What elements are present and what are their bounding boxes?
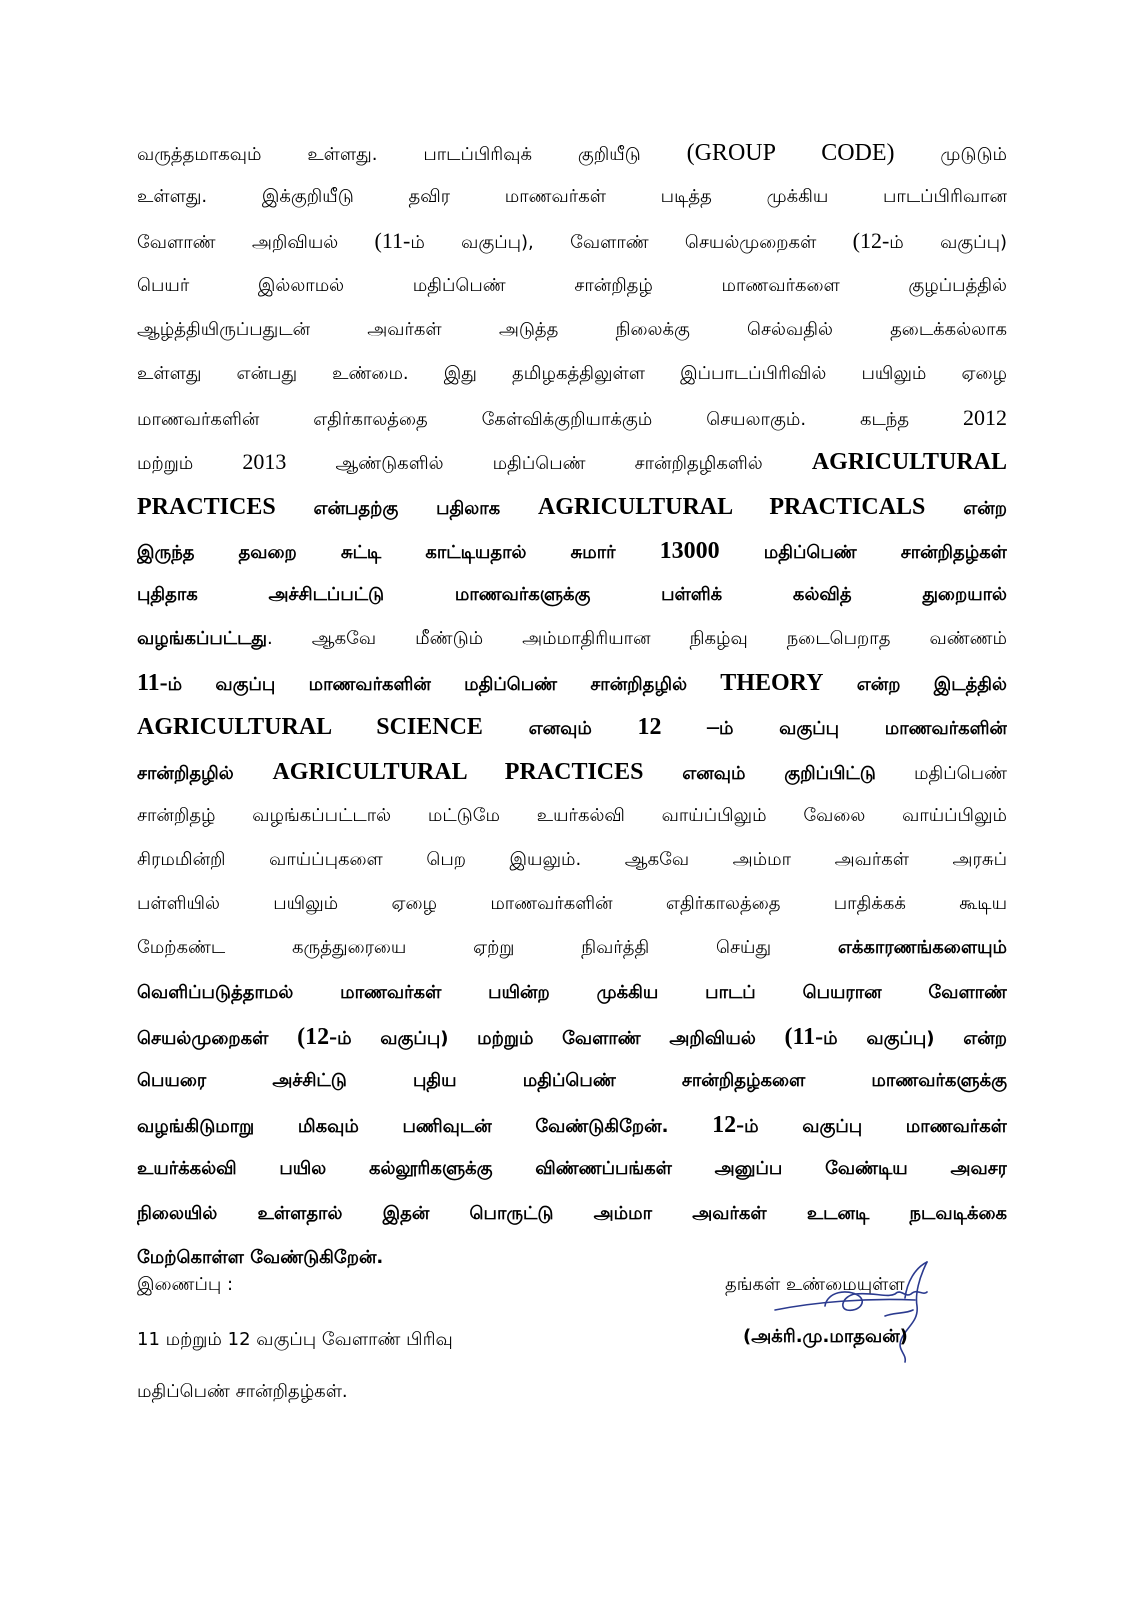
text-run: (11- [784, 1023, 824, 1050]
letter-line [137, 1103, 1007, 1147]
text-run: சான்றிதழில் [137, 762, 273, 784]
text-run: ம் வகுப்பு) மற்றும் வேளாண் அறிவியல் [337, 1027, 785, 1049]
signatory-name: (அக்ரி.மு.மாதவன்) [743, 1326, 908, 1347]
enclosure-block [137, 1268, 657, 1427]
text-run: 2012 [963, 405, 1007, 431]
text-run: புதிதாக அச்சிடப்பட்டு மாணவர்களுக்கு பள்ளிக் கல்வித் துறையால் [137, 583, 1007, 605]
text-run: என்ற [925, 497, 1007, 519]
text-run: மாணவர்களின் எதிர்காலத்தை கேள்விக்குறியாக்கும் செயலாகும். கடந்த [137, 409, 963, 431]
enclosure-label: இணைப்பு : [137, 1274, 234, 1295]
letter-line [137, 971, 1007, 1015]
closing-block [725, 1268, 1007, 1347]
text-run: என்பதற்கு பதிலாக [275, 497, 538, 519]
letter-line [137, 1192, 1007, 1236]
text-run: மேற்கொள்ள வேண்டுகிறேன். [137, 1246, 384, 1268]
text-run: வருத்தமாகவும் உள்ளது. பாடப்பிரிவுக் குறியீடு [137, 144, 687, 165]
text-run: 12- [712, 1112, 745, 1139]
letter-line [137, 352, 1007, 396]
text-run: வழங்கிடுமாறு மிகவும் பணிவுடன் வேண்டுகிறேன். [137, 1116, 713, 1138]
letter-line [137, 750, 1007, 794]
text-run: ம் வகுப்பு) [889, 232, 1007, 254]
text-run: என்ற இடத்தில் [823, 674, 1007, 696]
letter-line [137, 882, 1007, 926]
text-run: AGRICULTURAL PRACTICALS [537, 493, 926, 520]
text-run: ஆழ்த்தியிருப்பதுடன் அவர்கள் அடுத்த நிலைக்கு செல்வதில் தடைக்கல்லாக [137, 318, 1007, 340]
letter-line [137, 264, 1007, 308]
text-run: (GROUP CODE) [686, 140, 895, 166]
text-run: உள்ளது என்பது உண்மை. இது தமிழகத்திலுள்ள இப்பாடப்பிரிவில் பயிலும் ஏழை [137, 362, 1007, 384]
text-run: எனவும் குறிப்பிட்டு [643, 762, 876, 784]
text-run: வழங்கப்பட்டது [137, 628, 268, 650]
letter-line [137, 440, 1007, 484]
letter-line [137, 131, 1007, 175]
text-run: (12- [852, 228, 890, 254]
letter-line [137, 308, 1007, 352]
text-run: மதிப்பெண் [875, 762, 1007, 784]
text-run: 11- [137, 670, 168, 697]
letter-line [137, 1015, 1007, 1059]
text-run: செயல்முறைகள் [137, 1027, 298, 1049]
letter-line [137, 529, 1007, 573]
text-run: சான்றிதழ் வழங்கப்பட்டால் மட்டுமே உயர்கல்வி வாய்ப்பிலும் வேலை வாய்ப்பிலும் [137, 804, 1007, 826]
text-run: ம் வகுப்பு) என்ற [823, 1027, 1007, 1049]
enclosure-line-2: மதிப்பெண் சான்றிதழ்கள். [137, 1381, 348, 1402]
enclosure-line-1: 11 மற்றும் 12 வகுப்பு வேளாண் பிரிவு [137, 1329, 453, 1350]
text-run: ம் வகுப்பு), வேளாண் செயல்முறைகள் [410, 232, 853, 254]
letter-line [137, 396, 1007, 440]
text-run: 12 – [637, 714, 719, 741]
letter-line [137, 1059, 1007, 1103]
text-run: வேளாண் அறிவியல் [137, 232, 375, 254]
letter-line [137, 485, 1007, 529]
letter-line [137, 838, 1007, 882]
text-run: இருந்த தவறை சுட்டி காட்டியதால் சுமார் [137, 541, 660, 563]
text-run: பெயர் இல்லாமல் மதிப்பெண் சான்றிதழ் மாணவர்களை குழப்பத்தில் [137, 274, 1007, 296]
text-run: எக்காரணங்களையும் [837, 937, 1007, 959]
letter-line [137, 219, 1007, 263]
text-run: AGRICULTURAL PRACTICES [272, 758, 644, 785]
text-run: பள்ளியில் பயிலும் ஏழை மாணவர்களின் எதிர்காலத்தை பாதிக்கக் கூடிய [137, 893, 1007, 915]
text-run: AGRICULTURAL SCIENCE [137, 714, 483, 741]
text-run: மேற்கண்ட கருத்துரையை ஏற்று நிவர்த்தி செய்து [137, 937, 838, 959]
letter-line [137, 573, 1007, 617]
text-run: ம் வகுப்பு மாணவர்களின் [718, 718, 1007, 740]
text-run: 13000 [659, 537, 720, 564]
text-run: நிலையில் உள்ளதால் இதன் பொருட்டு அம்மா அவர்கள் உடனடி நடவடிக்கை [137, 1202, 1007, 1224]
text-run: 2013 [242, 449, 287, 475]
text-run: வெளிப்படுத்தாமல் மாணவர்கள் பயின்ற முக்கிய பாடப் பெயரான வேளாண் [137, 981, 1007, 1003]
letter-line [137, 617, 1007, 661]
letter-line [137, 175, 1007, 219]
text-run: THEORY [720, 670, 824, 697]
letter-body [137, 131, 1007, 1280]
text-run: சிரமமின்றி வாய்ப்புகளை பெற இயலும். ஆகவே அம்மா அவர்கள் அரசுப் [137, 849, 1007, 870]
handwritten-signature [755, 1258, 985, 1368]
letter-line [137, 661, 1007, 705]
text-run: ஆண்டுகளில் மதிப்பெண் சான்றிதழிகளில் [286, 453, 812, 475]
letter-line [137, 705, 1007, 749]
closing-salutation: தங்கள் உண்மையுள்ள [725, 1274, 905, 1295]
text-run: பெயரை அச்சிட்டு புதிய மதிப்பெண் சான்றிதழ்களை மாணவர்களுக்கு [137, 1069, 1007, 1091]
text-run: (12- [297, 1023, 338, 1050]
text-run: . ஆகவே மீண்டும் அம்மாதிரியான நிகழ்வு நடைபெறாத வண்ணம் [267, 628, 1007, 650]
letter-line [137, 1147, 1007, 1191]
letter-line [137, 794, 1007, 838]
text-run: (11- [374, 228, 411, 254]
text-run: உள்ளது. இக்குறியீடு தவிர மாணவர்கள் படித்த முக்கிய பாடப்பிரிவான [137, 186, 1007, 208]
text-run: மற்றும் [137, 453, 243, 475]
text-run: முடுடும் [894, 144, 1007, 165]
letter-line [137, 926, 1007, 970]
text-run: ம் வகுப்பு மாணவர்கள் [744, 1116, 1007, 1138]
text-run: எனவும் [482, 718, 638, 740]
text-run: ம் வகுப்பு மாணவர்களின் மதிப்பெண் சான்றிதழில் [167, 674, 721, 696]
text-run: மதிப்பெண் சான்றிதழ்கள் [719, 541, 1007, 563]
text-run: உயர்க்கல்வி பயில கல்லூரிகளுக்கு விண்ணப்பங்கள் அனுப்ப வேண்டிய அவசர [137, 1158, 1007, 1180]
text-run: PRACTICES [137, 493, 276, 520]
text-run: AGRICULTURAL [811, 449, 1007, 476]
